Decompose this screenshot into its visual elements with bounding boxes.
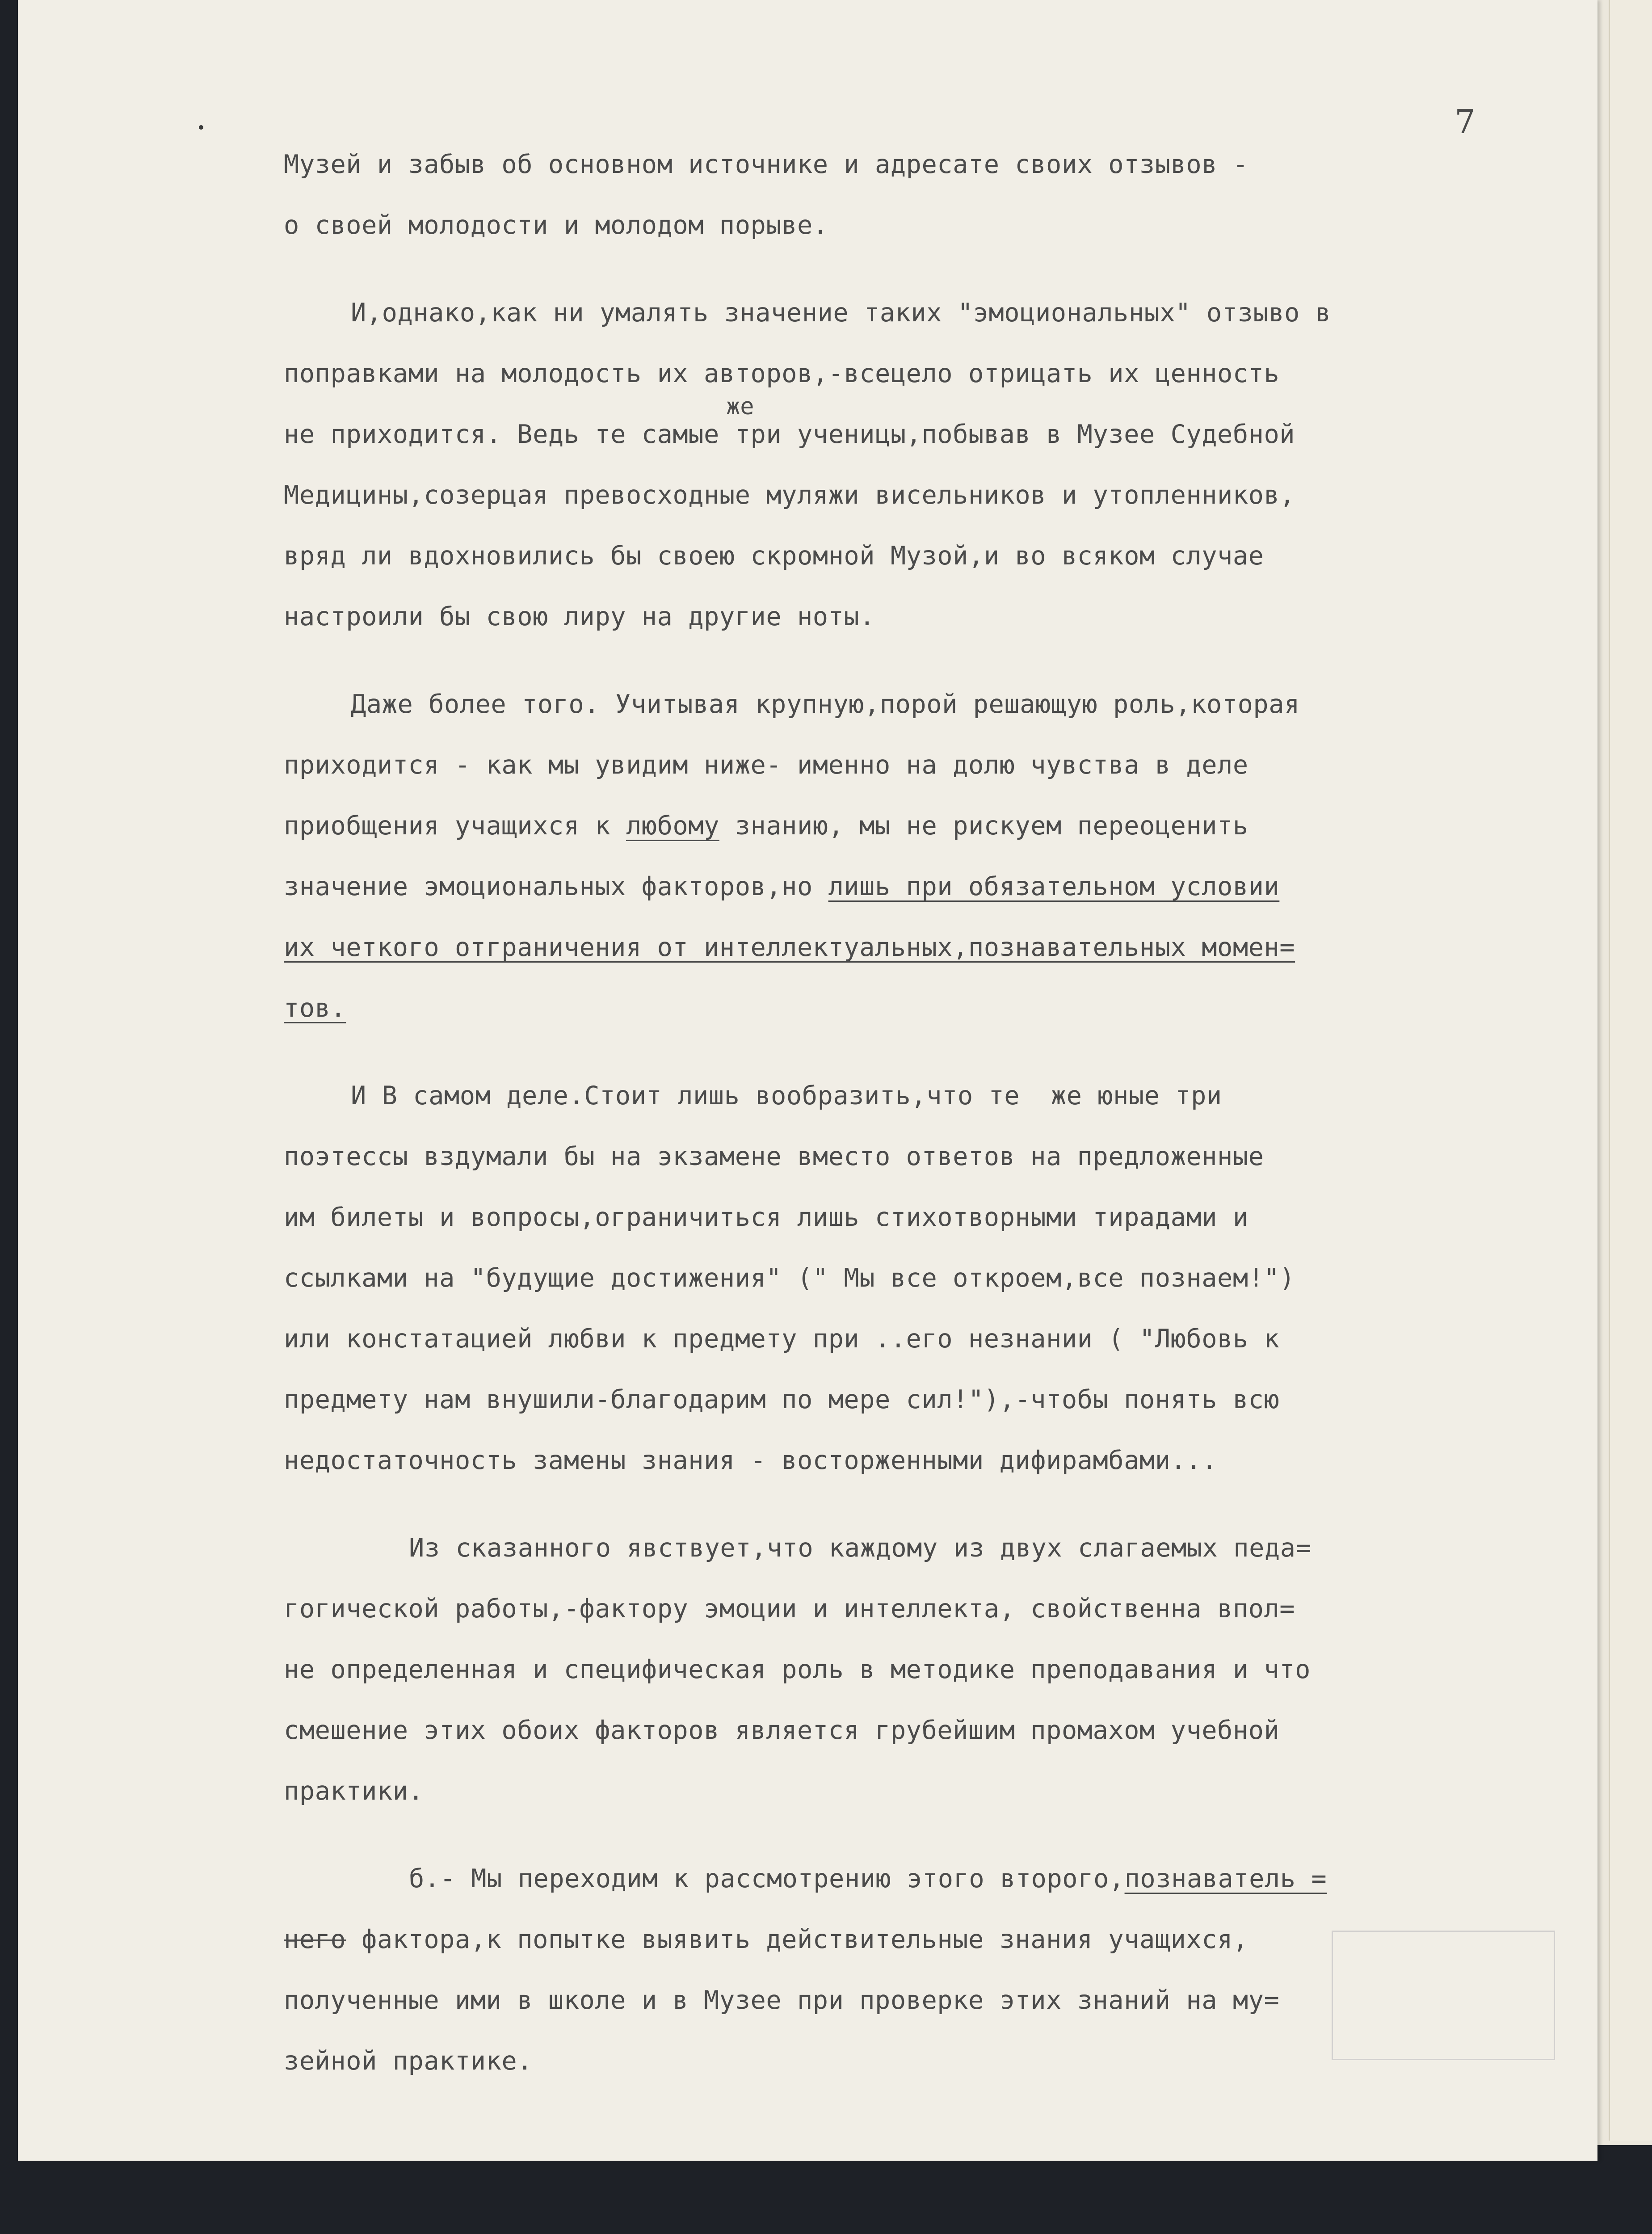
body-text <box>284 134 1580 2091</box>
faded-archive-stamp <box>1332 1931 1555 2060</box>
underlined-line: их четкого отграничения от интеллектуальных,познавательных момен= <box>284 933 1295 962</box>
text-line: ссылками на "будущие достижения" (" Мы все откроем,все познаем!") <box>284 1263 1295 1293</box>
paragraph-5 <box>284 1518 1580 1822</box>
ink-dot <box>199 125 203 130</box>
text-line: И,однако,как ни умалять значение таких "эмоциональных" отзыво в <box>351 298 1331 328</box>
text-fragment: б.- Мы переходим к рассмотрению этого второго, <box>409 1864 1125 1893</box>
text-line <box>284 856 1580 917</box>
text-line: не приходится. Ведь те самые три ученицы,побывав в Музее Судебной <box>284 420 1295 449</box>
text-fragment: фактора,к попытке выявить действительные знания учащихся, <box>346 1925 1248 1954</box>
text-line: Даже более того. Учитывая крупную,порой решающую роль,которая <box>351 690 1300 719</box>
underlined-phrase: лишь при обязательном условии <box>828 872 1280 901</box>
text-line <box>284 795 1580 856</box>
text-fragment: знанию, мы не рискуем переоценить <box>719 811 1248 841</box>
text-fragment: значение эмоциональных факторов,но <box>284 872 828 901</box>
text-line: поправками на молодость их авторов,-всецело отрицать их ценность <box>284 359 1280 388</box>
text-line: им билеты и вопросы,ограничиться лишь стихотворными тирадами и <box>284 1203 1248 1232</box>
text-line: Медицины,созерцая превосходные муляжи висельников и утопленников, <box>284 480 1295 510</box>
text-line: Музей и забыв об основном источнике и адресате своих отзывов - <box>284 150 1248 179</box>
typewritten-page <box>18 0 1597 2161</box>
paragraph-4 <box>284 1065 1580 1491</box>
underlined-word: познаватель = <box>1124 1864 1327 1893</box>
struck-word: него <box>284 1925 346 1954</box>
text-line: практики. <box>284 1776 424 1806</box>
paragraph-3 <box>284 674 1580 1039</box>
text-line: поэтессы вздумали бы на экзамене вместо ответов на предложенные <box>284 1142 1264 1171</box>
paragraph-1 <box>284 134 1580 256</box>
text-line: о своей молодости и молодом порыве. <box>284 210 828 240</box>
underlined-word: любому <box>626 811 719 841</box>
text-line: гогической работы,-фактору эмоции и интеллекта, свойственна впол= <box>284 1594 1295 1624</box>
paragraph-2 <box>284 282 1580 647</box>
handwritten-insert: же <box>726 393 754 420</box>
text-line: смешение этих обоих факторов является грубейшим промахом учебной <box>284 1716 1280 1745</box>
text-line: И В самом деле.Стоит лишь вообразить,что те же юные три <box>351 1081 1222 1111</box>
text-line: настроили бы свою лиру на другие ноты. <box>284 602 875 631</box>
text-line: полученные ими в школе и в Музее при проверке этих знаний на му= <box>284 1986 1280 2015</box>
underlined-line: тов. <box>284 993 346 1023</box>
text-line: или констатацией любви к предмету при ..его незнании ( "Любовь к <box>284 1324 1280 1354</box>
text-line: зейной практике. <box>284 2046 533 2076</box>
text-line: не определенная и специфическая роль в методике преподавания и что <box>284 1655 1311 1684</box>
text-line: предмету нам внушили-благодарим по мере сил!"),-чтобы понять всю <box>284 1385 1280 1414</box>
text-line: приходится - как мы увидим ниже- именно на долю чувства в деле <box>284 750 1248 780</box>
back-sheet-edge-outer <box>1609 0 1652 2141</box>
text-line: недостаточность замены знания - восторженными дифирамбами... <box>284 1446 1218 1475</box>
page-number: 7 <box>1454 103 1476 141</box>
text-line: Из сказанного явствует,что каждому из двух слагаемых педа= <box>409 1533 1312 1563</box>
text-fragment: приобщения учащихся к <box>284 811 626 841</box>
text-line <box>284 1848 1580 1909</box>
text-line: вряд ли вдохновились бы своею скромной Музой,и во всяком случае <box>284 541 1264 571</box>
